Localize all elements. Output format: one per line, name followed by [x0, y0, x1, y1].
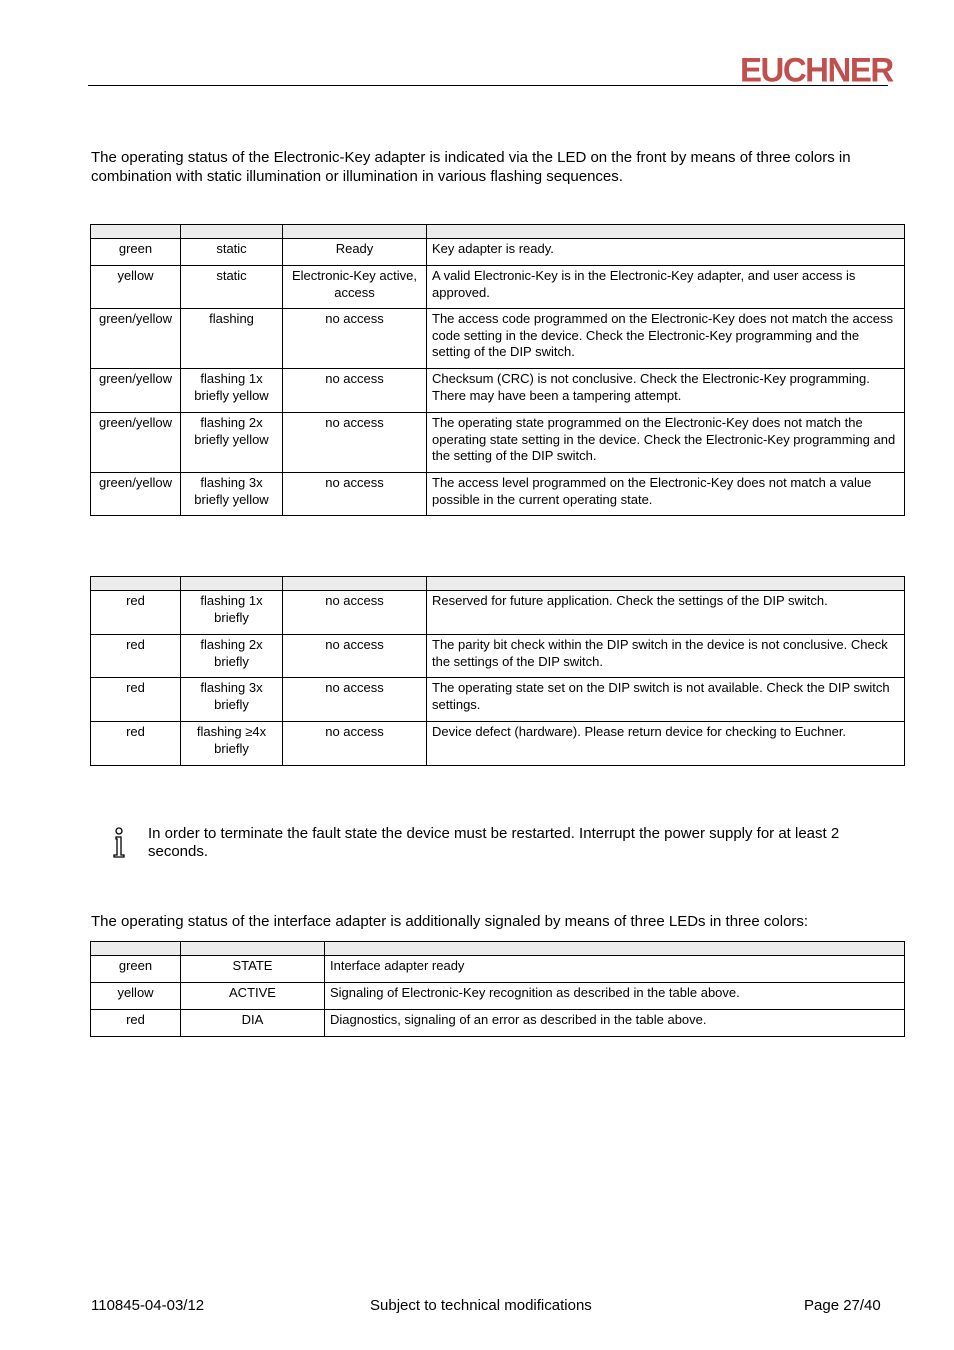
info-icon — [111, 827, 127, 859]
status-cell: no access — [283, 369, 427, 413]
status-cell: no access — [283, 309, 427, 369]
table-row — [91, 413, 905, 473]
table-header-row — [91, 225, 905, 239]
table-header-row — [91, 942, 905, 956]
led-color-cell: red — [91, 1010, 181, 1037]
led-color-cell: red — [91, 591, 181, 635]
status-cell: no access — [283, 722, 427, 766]
led-name-cell: STATE — [181, 956, 325, 983]
led-state-cell: flashing 3x briefly — [181, 678, 283, 722]
footer-doc-number: 110845-04-03/12 — [91, 1297, 205, 1314]
led-color-cell: green — [91, 956, 181, 983]
led-state-cell: flashing 2x briefly yellow — [181, 413, 283, 473]
led-color-cell: green/yellow — [91, 369, 181, 413]
led-color-cell: green/yellow — [91, 413, 181, 473]
description-cell: Signaling of Electronic-Key recognition as described in the table above. — [325, 983, 905, 1010]
description-cell: Device defect (hardware). Please return device for checking to Euchner. — [427, 722, 905, 766]
footer-notice: Subject to technical modifications — [370, 1297, 592, 1314]
led-color-cell: red — [91, 635, 181, 678]
euchner-logo: EUCHNER — [740, 50, 893, 89]
status-cell: Ready — [283, 239, 427, 266]
status-cell: no access — [283, 413, 427, 473]
interface-intro-paragraph: The operating status of the interface adapter is additionally signaled by means of three LEDs in three colors: — [91, 913, 809, 930]
led-state-cell: flashing 3x briefly yellow — [181, 473, 283, 516]
description-cell: The parity bit check within the DIP switch in the device is not conclusive. Check the settings of the DIP switch. — [427, 635, 905, 678]
led-state-cell: flashing 1x briefly yellow — [181, 369, 283, 413]
led-state-cell: flashing — [181, 309, 283, 369]
status-cell: no access — [283, 635, 427, 678]
table-header-row — [91, 577, 905, 591]
note-text: In order to terminate the fault state the device must be restarted. Interrupt the power supply for at least 2 seconds. — [148, 825, 840, 860]
table-row — [91, 591, 905, 635]
led-state-cell: flashing 2x briefly — [181, 635, 283, 678]
status-cell: no access — [283, 678, 427, 722]
led-state-cell: flashing ≥4x briefly — [181, 722, 283, 766]
table-row — [91, 983, 905, 1010]
led-name-cell: DIA — [181, 1010, 325, 1037]
led-state-cell: static — [181, 266, 283, 309]
fault-led-table — [90, 576, 905, 766]
table-row — [91, 266, 905, 309]
description-cell: Key adapter is ready. — [427, 239, 905, 266]
description-cell: Diagnostics, signaling of an error as described in the table above. — [325, 1010, 905, 1037]
footer-page-number: Page 27/40 — [804, 1297, 881, 1314]
description-cell: The access level programmed on the Electronic-Key does not match a value possible in the current operating state. — [427, 473, 905, 516]
status-cell: no access — [283, 473, 427, 516]
table-row — [91, 473, 905, 516]
led-state-cell: static — [181, 239, 283, 266]
table-row — [91, 722, 905, 766]
table-row — [91, 635, 905, 678]
led-color-cell: yellow — [91, 266, 181, 309]
led-color-cell: yellow — [91, 983, 181, 1010]
table-row — [91, 1010, 905, 1037]
led-color-cell: green/yellow — [91, 473, 181, 516]
led-color-cell: green — [91, 239, 181, 266]
description-cell: The access code programmed on the Electronic-Key does not match the access code setting in the device. Check the Electronic-Key programming and the setting of the DIP switch. — [427, 309, 905, 369]
table-row — [91, 239, 905, 266]
description-cell: The operating state programmed on the Electronic-Key does not match the operating state setting in the device. Check the Electronic-Key programming and the setting of the DIP switch. — [427, 413, 905, 473]
led-name-cell: ACTIVE — [181, 983, 325, 1010]
table-row — [91, 369, 905, 413]
status-cell: Electronic-Key active, access — [283, 266, 427, 309]
description-cell: Reserved for future application. Check the settings of the DIP switch. — [427, 591, 905, 635]
interface-led-table — [90, 941, 905, 1037]
table-row — [91, 678, 905, 722]
intro-paragraph: The operating status of the Electronic-Key adapter is indicated via the LED on the front by means of three colors in combination with static illumination or illumination in various flashing sequences. — [91, 149, 851, 185]
table-row — [91, 956, 905, 983]
description-cell: A valid Electronic-Key is in the Electronic-Key adapter, and user access is approved. — [427, 266, 905, 309]
description-cell: Checksum (CRC) is not conclusive. Check the Electronic-Key programming. There may have been a tampering attempt. — [427, 369, 905, 413]
status-cell: no access — [283, 591, 427, 635]
description-cell: Interface adapter ready — [325, 956, 905, 983]
led-state-cell: flashing 1x briefly — [181, 591, 283, 635]
table-row — [91, 309, 905, 369]
description-cell: The operating state set on the DIP switch is not available. Check the DIP switch settings. — [427, 678, 905, 722]
header-rule — [88, 85, 888, 86]
key-adapter-led-table — [90, 224, 905, 516]
led-color-cell: red — [91, 678, 181, 722]
led-color-cell: green/yellow — [91, 309, 181, 369]
led-color-cell: red — [91, 722, 181, 766]
